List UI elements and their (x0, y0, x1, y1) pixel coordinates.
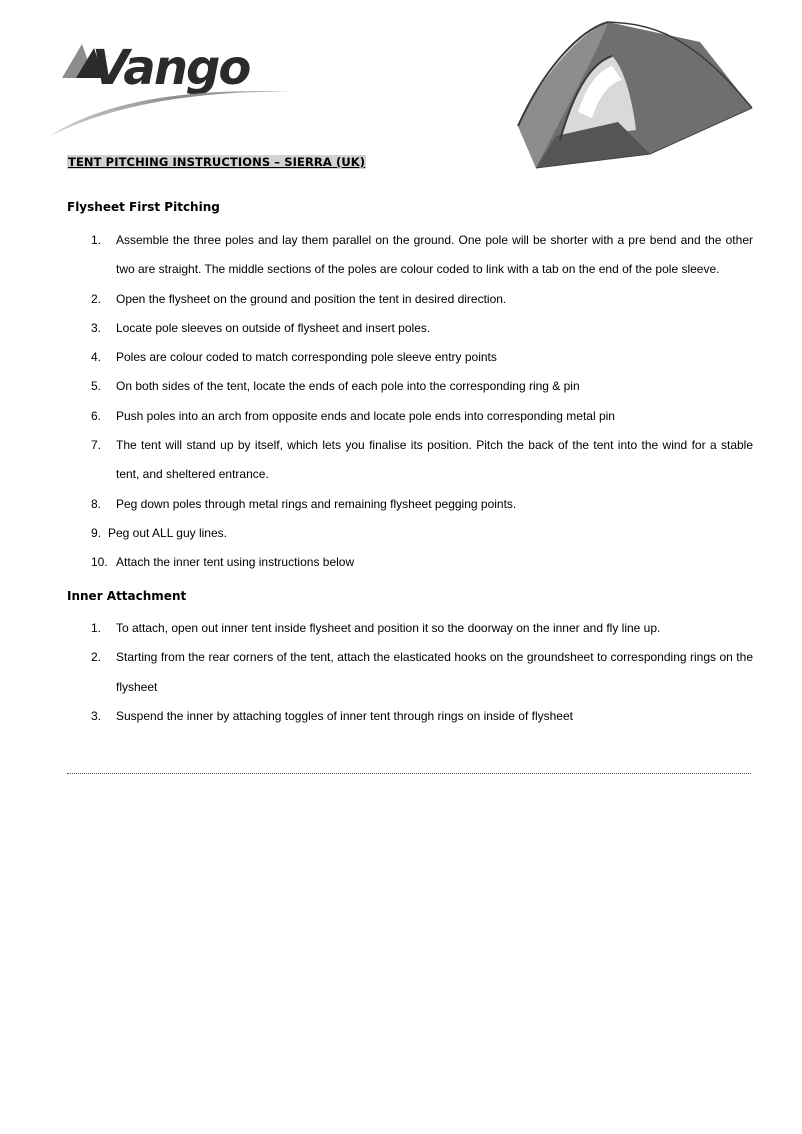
step-text: Peg down poles through metal rings and remaining flysheet pegging points. (116, 496, 517, 511)
step-text: Open the flysheet on the ground and position the tent in desired direction. (116, 291, 507, 306)
step-number: 2. (91, 650, 102, 665)
dotted-divider (67, 773, 751, 774)
step-text: Locate pole sleeves on outside of flysheet and insert poles. (116, 320, 431, 335)
list-item (0, 702, 802, 731)
list-item (0, 519, 802, 548)
list-item (0, 372, 802, 401)
step-text: Peg out ALL guy lines. (108, 525, 227, 540)
step-text: To attach, open out inner tent inside flysheet and position it so the doorway on the inner and fly line up. (116, 621, 661, 635)
step-number: 1. (91, 621, 102, 635)
list-item (0, 431, 802, 490)
step-text: Attach the inner tent using instructions below (116, 555, 355, 570)
section-heading-inner: Inner Attachment (67, 589, 187, 603)
step-number: 7. (91, 438, 102, 453)
step-number: 4. (91, 350, 102, 365)
section-heading-flysheet: Flysheet First Pitching (67, 200, 220, 214)
list-item (0, 314, 802, 343)
list-item (0, 548, 802, 577)
step-text: Assemble the three poles and lay them parallel on the ground. One pole will be shorter with a pre bend and the other two are straight. The middle sections of the poles are colour coded to link with a tab on the end of the pole sleeve. (116, 233, 753, 277)
step-text: On both sides of the tent, locate the ends of each pole into the corresponding ring & pin (116, 379, 580, 394)
list-item (0, 643, 802, 702)
step-text: Suspend the inner by attaching toggles of inner tent through rings on inside of flysheet (116, 708, 573, 723)
list-item (0, 285, 802, 314)
step-number: 3. (91, 320, 102, 335)
step-number: 9. (91, 525, 102, 540)
step-number: 1. (91, 233, 102, 247)
list-item (0, 343, 802, 372)
document-title: TENT PITCHING INSTRUCTIONS – SIERRA (UK) (68, 155, 366, 169)
step-text: Push poles into an arch from opposite ends and locate pole ends into corresponding metal pin (116, 408, 615, 423)
step-number: 10. (91, 555, 108, 570)
svg-text:Vango: Vango (92, 40, 250, 96)
step-text: The tent will stand up by itself, which lets you finalise its position. Pitch the back of the tent into the wind for a stable tent, and sheltered entrance. (116, 438, 753, 482)
step-text: Starting from the rear corners of the tent, attach the elasticated hooks on the groundsheet to corresponding rings on the flysheet (116, 650, 753, 694)
list-item (0, 614, 802, 643)
list-item (0, 226, 802, 285)
step-number: 6. (91, 408, 102, 423)
step-text: Poles are colour coded to match corresponding pole sleeve entry points (116, 350, 497, 365)
step-number: 5. (91, 379, 102, 394)
vango-logo (48, 36, 300, 140)
step-number: 3. (91, 708, 102, 723)
flysheet-steps-list (0, 226, 802, 578)
list-item (0, 402, 802, 431)
tent-illustration (500, 18, 756, 170)
inner-steps-list (0, 614, 802, 731)
step-number: 8. (91, 496, 102, 511)
list-item (0, 490, 802, 519)
step-number: 2. (91, 291, 102, 306)
